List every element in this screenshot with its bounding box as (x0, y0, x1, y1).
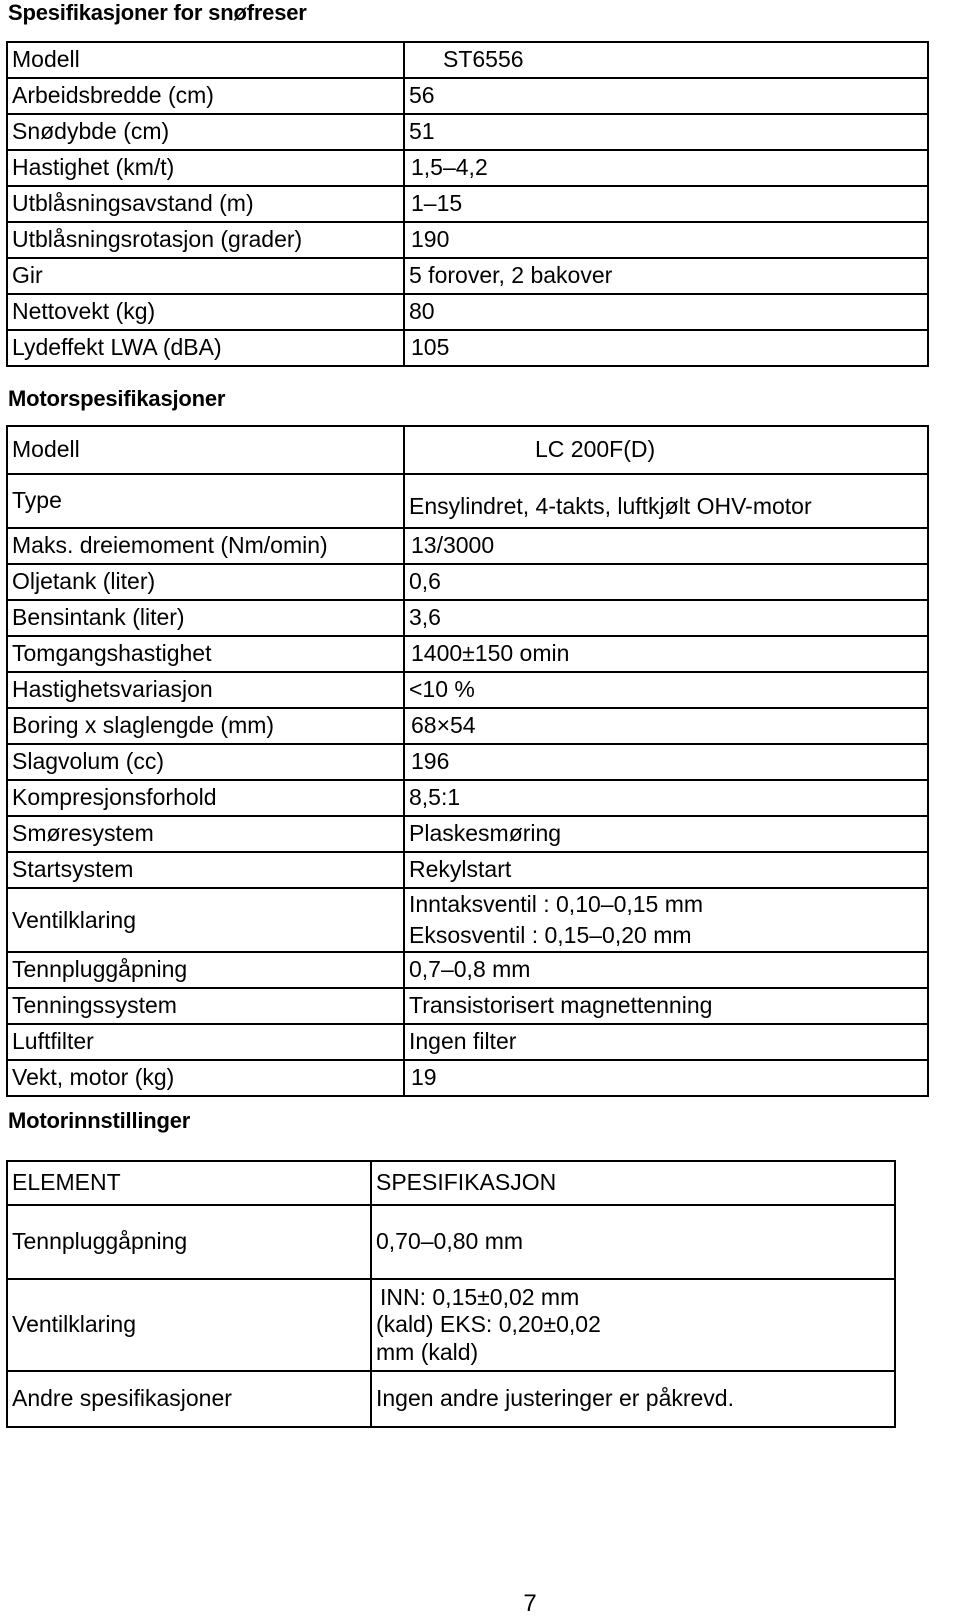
setting-label: Tennpluggåpning (7, 1205, 371, 1279)
table-header-row (7, 1161, 895, 1205)
page-number: 7 (523, 1590, 537, 1617)
setting-value (371, 1279, 895, 1371)
table-row (7, 1060, 928, 1096)
spec-label: Oljetank (liter) (7, 564, 404, 600)
setting-value-line: INN: 0,15±0,02 mm (380, 1283, 580, 1310)
table-row (7, 780, 928, 816)
table-row (7, 294, 928, 330)
table-row (7, 186, 928, 222)
spec-value: 80 (404, 294, 928, 330)
table-row (7, 816, 928, 852)
spec-label: Luftfilter (7, 1024, 404, 1060)
spec-label: Utblåsningsrotasjon (grader) (7, 222, 404, 258)
spec-value: <10 % (404, 672, 928, 708)
spec-value: 1–15 (404, 186, 928, 222)
setting-label: Ventilklaring (7, 1279, 371, 1371)
spec-value: ST6556 (404, 42, 928, 78)
table-row (7, 708, 928, 744)
spec-value: 0,7–0,8 mm (404, 952, 928, 988)
engine-spec-table (6, 425, 929, 1097)
table-row (7, 78, 928, 114)
table-row (7, 1024, 928, 1060)
table-row (7, 888, 928, 952)
setting-value-line: mm (kald) (376, 1338, 479, 1365)
table-row (7, 1371, 895, 1427)
spec-label: Modell (7, 426, 404, 474)
table-row (7, 258, 928, 294)
column-header: ELEMENT (7, 1161, 371, 1205)
table-row (7, 1205, 895, 1279)
spec-label: Gir (7, 258, 404, 294)
spec-label: Type (7, 474, 404, 528)
spec-label: Modell (7, 42, 404, 78)
spec-value: 190 (404, 222, 928, 258)
spec-value: Transistorisert magnettenning (404, 988, 928, 1024)
table-row (7, 426, 928, 474)
spec-label: Kompresjonsforhold (7, 780, 404, 816)
spec-label: Ventilklaring (7, 888, 404, 952)
spec-value: 3,6 (404, 600, 928, 636)
spec-value: Rekylstart (404, 852, 928, 888)
spec-label: Maks. dreiemoment (Nm/omin) (7, 528, 404, 564)
table-row (7, 636, 928, 672)
spec-value: 8,5:1 (404, 780, 928, 816)
spec-label: Utblåsningsavstand (m) (7, 186, 404, 222)
table-row (7, 852, 928, 888)
setting-label: Andre spesifikasjoner (7, 1371, 371, 1427)
spec-value: 13/3000 (404, 528, 928, 564)
heading-snowblower-specs: Spesifikasjoner for snøfreser (8, 0, 307, 25)
table-row (7, 952, 928, 988)
spec-label: Hastighetsvariasjon (7, 672, 404, 708)
spec-label: Tomgangshastighet (7, 636, 404, 672)
spec-value: 5 forover, 2 bakover (404, 258, 928, 294)
spec-value: 51 (404, 114, 928, 150)
spec-label: Boring x slaglengde (mm) (7, 708, 404, 744)
table-row (7, 1279, 895, 1371)
table-row (7, 222, 928, 258)
heading-engine-specs: Motorspesifikasjoner (8, 386, 226, 411)
spec-value-line: Inntaksventil : 0,10–0,15 mm (409, 891, 704, 917)
table-row (7, 744, 928, 780)
spec-value: Ensylindret, 4-takts, luftkjølt OHV-motor (404, 474, 928, 528)
spec-label: Tenningssystem (7, 988, 404, 1024)
spec-label: Arbeidsbredde (cm) (7, 78, 404, 114)
table-row (7, 988, 928, 1024)
spec-value: 19 (404, 1060, 928, 1096)
table-row (7, 672, 928, 708)
spec-label: Hastighet (km/t) (7, 150, 404, 186)
spec-value: 1400±150 omin (404, 636, 928, 672)
table-row (7, 474, 928, 528)
setting-value: Ingen andre justeringer er påkrevd. (371, 1371, 895, 1427)
spec-value: 196 (404, 744, 928, 780)
spec-label: Slagvolum (cc) (7, 744, 404, 780)
spec-value: 0,6 (404, 564, 928, 600)
spec-value: 68×54 (404, 708, 928, 744)
spec-value: 1,5–4,2 (404, 150, 928, 186)
spec-label: Startsystem (7, 852, 404, 888)
spec-label: Vekt, motor (kg) (7, 1060, 404, 1096)
spec-label: Bensintank (liter) (7, 600, 404, 636)
spec-label: Nettovekt (kg) (7, 294, 404, 330)
heading-engine-settings: Motorinnstillinger (8, 1108, 191, 1133)
setting-value: 0,70–0,80 mm (371, 1205, 895, 1279)
spec-value (404, 888, 928, 952)
table-row (7, 564, 928, 600)
table-row (7, 150, 928, 186)
setting-value-line: (kald) EKS: 0,20±0,02 (376, 1311, 601, 1338)
table-row (7, 42, 928, 78)
spec-value: 56 (404, 78, 928, 114)
spec-value: Ingen filter (404, 1024, 928, 1060)
table-row (7, 330, 928, 366)
engine-settings-table (6, 1160, 896, 1428)
spec-value-line: Eksosventil : 0,15–0,20 mm (409, 922, 692, 949)
table-row (7, 600, 928, 636)
spec-label: Tennpluggåpning (7, 952, 404, 988)
spec-value: Plaskesmøring (404, 816, 928, 852)
table-row (7, 528, 928, 564)
spec-value: LC 200F(D) (404, 426, 928, 474)
spec-label: Snødybde (cm) (7, 114, 404, 150)
snowblower-spec-table (6, 41, 929, 367)
table-row (7, 114, 928, 150)
spec-label: Smøresystem (7, 816, 404, 852)
spec-label: Lydeffekt LWA (dBA) (7, 330, 404, 366)
spec-value: 105 (404, 330, 928, 366)
column-header: SPESIFIKASJON (371, 1161, 895, 1205)
